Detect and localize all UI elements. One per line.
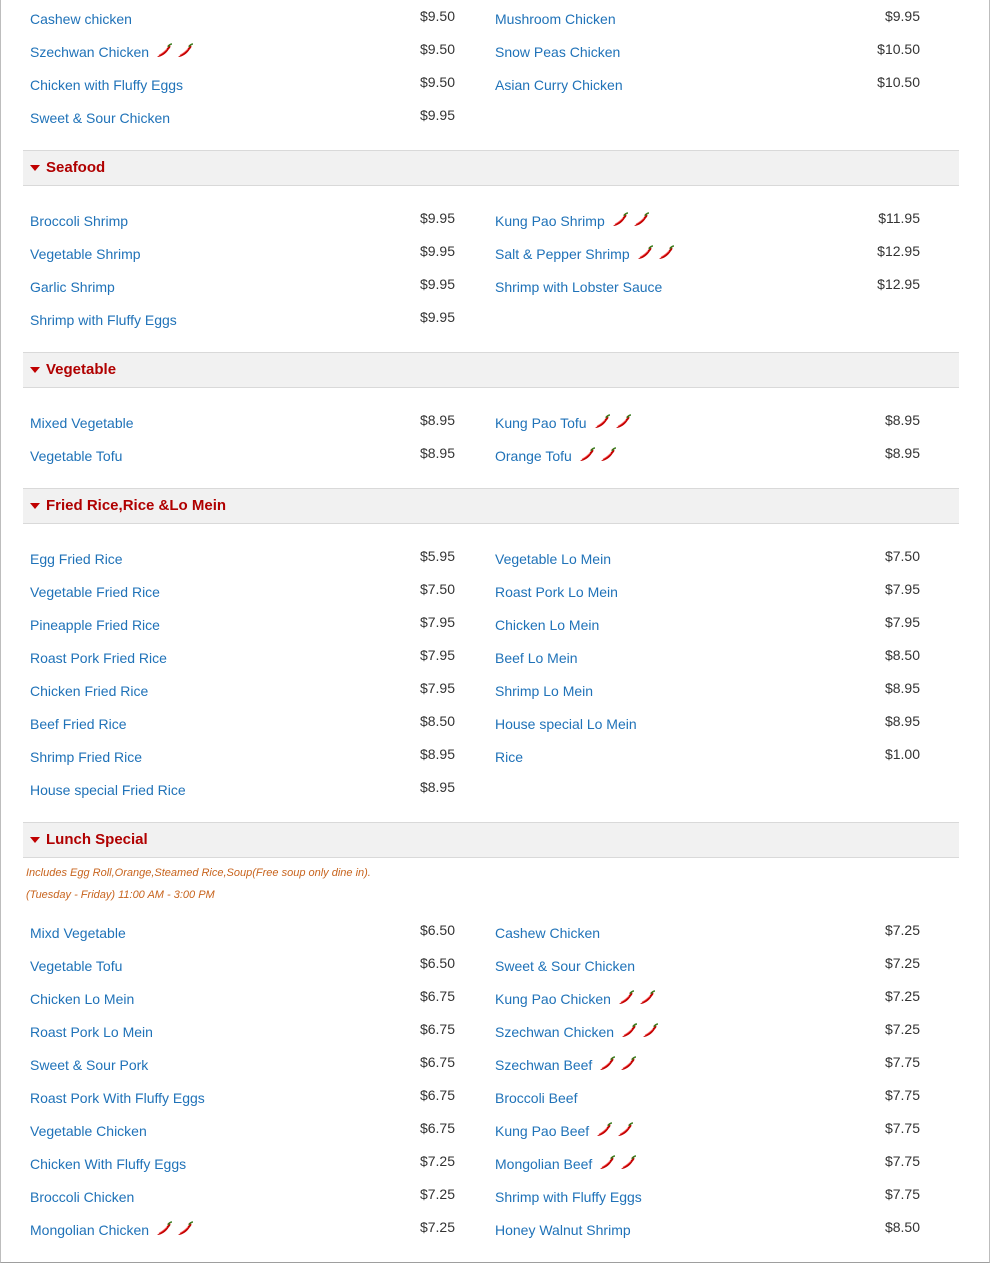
- menu-item[interactable]: [488, 914, 953, 947]
- menu-item-price: $9.95: [419, 243, 455, 259]
- menu-item-link[interactable]: [495, 414, 635, 434]
- menu-item-name[interactable]: Asian Curry Chicken: [495, 77, 623, 93]
- menu-item-link[interactable]: [30, 109, 170, 127]
- chili-pepper-icon: [657, 245, 675, 261]
- menu-item-link[interactable]: [30, 748, 142, 766]
- menu-item-link[interactable]: [30, 245, 141, 263]
- menu-item-price: $6.75: [419, 1087, 455, 1103]
- spicy-indicator: [598, 1056, 640, 1076]
- menu-item[interactable]: [23, 914, 488, 947]
- menu-item-name[interactable]: Broccoli Shrimp: [30, 213, 129, 229]
- menu-item[interactable]: [488, 1211, 953, 1244]
- menu-item-link[interactable]: [30, 1155, 186, 1173]
- menu-item-price: $1.00: [884, 746, 920, 762]
- spicy-indicator: [155, 1221, 197, 1241]
- spicy-indicator: [620, 1023, 662, 1043]
- menu-item-name[interactable]: Sweet & Sour Chicken: [495, 958, 636, 974]
- menu-item-price: $9.95: [884, 8, 920, 24]
- menu-item[interactable]: [23, 672, 488, 705]
- category-title[interactable]: Lunch Special: [46, 831, 148, 848]
- menu-item[interactable]: [488, 738, 953, 771]
- menu-item-link[interactable]: [30, 957, 122, 975]
- menu-item-grid: [23, 906, 959, 1262]
- menu-item-name[interactable]: Mixed Vegetable: [30, 415, 134, 431]
- menu-item-name[interactable]: Kung Pao Beef: [495, 1123, 590, 1139]
- menu-item-name[interactable]: Vegetable Tofu: [30, 958, 123, 974]
- menu-item-price: $8.95: [884, 680, 920, 696]
- menu-item-link[interactable]: [30, 649, 167, 667]
- spicy-indicator: [598, 1155, 640, 1175]
- menu-item-price: $9.95: [419, 309, 455, 325]
- chili-pepper-icon: [595, 1122, 613, 1138]
- menu-item[interactable]: [488, 404, 953, 437]
- menu-item-link[interactable]: [495, 1188, 642, 1206]
- menu-item-name[interactable]: Broccoli Beef: [495, 1090, 578, 1106]
- menu-item-price: $9.95: [419, 210, 455, 226]
- menu-item-link[interactable]: [30, 550, 123, 568]
- menu-item-price: $7.75: [884, 1186, 920, 1202]
- menu-item-name[interactable]: Salt & Pepper Shrimp: [495, 246, 630, 262]
- menu-item-link[interactable]: [495, 447, 620, 467]
- menu-item-price: $6.50: [419, 922, 455, 938]
- category-note: Includes Egg Roll,Orange,Steamed Rice,Soup(Free soup only dine in).: [26, 867, 371, 879]
- chili-pepper-icon: [599, 447, 617, 463]
- menu-item-price: $8.50: [884, 647, 920, 663]
- category-header[interactable]: [23, 150, 959, 186]
- menu-item-name[interactable]: Egg Fried Rice: [30, 551, 123, 567]
- menu-item-link[interactable]: [30, 583, 160, 601]
- menu-item[interactable]: [23, 1145, 488, 1178]
- menu-item-name[interactable]: Beef Fried Rice: [30, 716, 127, 732]
- category-header[interactable]: [23, 822, 959, 858]
- collapse-triangle-icon[interactable]: [30, 165, 40, 171]
- menu-item[interactable]: [23, 705, 488, 738]
- menu-item-link[interactable]: [495, 212, 653, 232]
- menu-item-grid: [23, 524, 959, 822]
- menu-item-price: $8.50: [419, 713, 455, 729]
- menu-item-price: $5.95: [419, 548, 455, 564]
- menu-item-link[interactable]: [495, 1089, 577, 1107]
- menu-item-price: $8.95: [884, 412, 920, 428]
- menu-item[interactable]: [23, 33, 488, 66]
- menu-item-link[interactable]: [30, 1221, 197, 1241]
- menu-item-price: $9.50: [419, 74, 455, 90]
- menu-item[interactable]: [23, 301, 488, 334]
- menu-item-name[interactable]: Shrimp Fried Rice: [30, 749, 143, 765]
- menu-item[interactable]: [23, 738, 488, 771]
- menu-item-link[interactable]: [30, 10, 132, 28]
- menu-item-link[interactable]: [30, 311, 177, 329]
- chili-pepper-icon: [620, 1023, 638, 1039]
- chili-pepper-icon: [578, 447, 596, 463]
- menu-item-name[interactable]: Szechwan Chicken: [30, 44, 150, 60]
- menu-column-right: [488, 202, 953, 334]
- collapse-triangle-icon[interactable]: [30, 503, 40, 509]
- menu-item-name[interactable]: Vegetable Chicken: [30, 1123, 147, 1139]
- menu-content: [23, 0, 959, 1262]
- menu-item-price: $8.95: [419, 412, 455, 428]
- menu-item-price: $8.95: [884, 713, 920, 729]
- menu-item-price: $7.25: [419, 1153, 455, 1169]
- menu-item-link[interactable]: [30, 414, 134, 432]
- menu-item-link[interactable]: [30, 682, 148, 700]
- menu-item-name[interactable]: Mongolian Chicken: [30, 1222, 150, 1238]
- menu-item[interactable]: [488, 672, 953, 705]
- menu-item-price: $7.25: [419, 1186, 455, 1202]
- menu-item-name[interactable]: Kung Pao Tofu: [495, 415, 587, 431]
- menu-item[interactable]: [488, 437, 953, 470]
- menu-item[interactable]: [488, 268, 953, 301]
- menu-item-link[interactable]: [30, 616, 160, 634]
- menu-item[interactable]: [488, 540, 953, 573]
- menu-item-link[interactable]: [30, 781, 186, 799]
- menu-column-left: [23, 540, 488, 804]
- menu-item-name[interactable]: House special Lo Mein: [495, 716, 637, 732]
- menu-column-left: [23, 0, 488, 132]
- menu-item-link[interactable]: [495, 1056, 640, 1076]
- menu-item-name[interactable]: Rice: [495, 749, 524, 765]
- menu-item-link[interactable]: [30, 924, 126, 942]
- menu-item-price: $10.50: [877, 41, 920, 57]
- menu-item-link[interactable]: [495, 1023, 662, 1043]
- menu-item-link[interactable]: [30, 278, 115, 296]
- chili-pepper-icon: [638, 990, 656, 1006]
- chili-pepper-icon: [598, 1155, 616, 1171]
- menu-item[interactable]: [488, 1013, 953, 1046]
- menu-item[interactable]: [488, 980, 953, 1013]
- menu-item-link[interactable]: [495, 957, 635, 975]
- menu-item-grid: [23, 186, 959, 352]
- chili-pepper-icon: [614, 414, 632, 430]
- menu-item-name[interactable]: Roast Pork With Fluffy Eggs: [30, 1090, 205, 1106]
- menu-item[interactable]: [488, 66, 953, 99]
- menu-item-link[interactable]: [495, 1122, 637, 1142]
- menu-item-name[interactable]: Kung Pao Shrimp: [495, 213, 605, 229]
- menu-column-right: [488, 540, 953, 804]
- menu-item-price: $6.50: [419, 955, 455, 971]
- menu-item-name[interactable]: Sweet & Sour Chicken: [30, 110, 171, 126]
- menu-item-link[interactable]: [30, 990, 134, 1008]
- menu-item-link[interactable]: [30, 1056, 148, 1074]
- menu-item-price: $7.25: [884, 922, 920, 938]
- category-header[interactable]: [23, 488, 959, 524]
- menu-item-price: $7.25: [884, 955, 920, 971]
- menu-item[interactable]: [23, 1079, 488, 1112]
- menu-item-name[interactable]: Shrimp with Fluffy Eggs: [495, 1189, 642, 1205]
- menu-item-link[interactable]: [30, 1122, 147, 1140]
- chili-pepper-icon: [636, 245, 654, 261]
- chili-pepper-icon: [632, 212, 650, 228]
- menu-item-price: $9.50: [419, 41, 455, 57]
- menu-item[interactable]: [23, 980, 488, 1013]
- menu-item[interactable]: [23, 1046, 488, 1079]
- menu-item[interactable]: [488, 606, 953, 639]
- menu-item-price: $8.95: [419, 779, 455, 795]
- menu-item-link[interactable]: [495, 748, 523, 766]
- menu-item-price: $7.95: [419, 680, 455, 696]
- menu-item[interactable]: [488, 705, 953, 738]
- menu-item-link[interactable]: [30, 447, 122, 465]
- menu-item-price: $7.95: [419, 614, 455, 630]
- chili-pepper-icon: [617, 990, 635, 1006]
- menu-item[interactable]: [488, 0, 953, 33]
- menu-item-price: $7.75: [884, 1054, 920, 1070]
- menu-item-link[interactable]: [30, 43, 197, 63]
- menu-item-name[interactable]: Vegetable Tofu: [30, 448, 123, 464]
- collapse-triangle-icon[interactable]: [30, 837, 40, 843]
- collapse-triangle-icon[interactable]: [30, 367, 40, 373]
- menu-item[interactable]: [23, 202, 488, 235]
- menu-item-name[interactable]: Mongolian Beef: [495, 1156, 593, 1172]
- menu-item-link[interactable]: [30, 1188, 134, 1206]
- spicy-indicator: [155, 43, 197, 63]
- menu-item-name[interactable]: Roast Pork Lo Mein: [495, 584, 618, 600]
- menu-item[interactable]: [488, 202, 953, 235]
- menu-item-name[interactable]: Shrimp Lo Mein: [495, 683, 594, 699]
- menu-item[interactable]: [488, 1079, 953, 1112]
- menu-column-left: [23, 202, 488, 334]
- category-title[interactable]: Vegetable: [46, 361, 117, 378]
- menu-item-price: $7.95: [419, 647, 455, 663]
- chili-pepper-icon: [619, 1056, 637, 1072]
- menu-item-name[interactable]: Cashew chicken: [30, 11, 132, 27]
- menu-item-name[interactable]: Chicken with Fluffy Eggs: [30, 77, 184, 93]
- menu-column-right: [488, 0, 953, 132]
- menu-item-name[interactable]: Chicken Fried Rice: [30, 683, 149, 699]
- menu-item-name[interactable]: Shrimp with Fluffy Eggs: [30, 312, 177, 328]
- menu-item[interactable]: [23, 606, 488, 639]
- menu-item[interactable]: [23, 66, 488, 99]
- menu-item-link[interactable]: [495, 1155, 640, 1175]
- menu-item-link[interactable]: [495, 76, 623, 94]
- menu-item-name[interactable]: Mushroom Chicken: [495, 11, 616, 27]
- menu-item-link[interactable]: [495, 616, 599, 634]
- menu-item-price: $12.95: [877, 243, 920, 259]
- category-header[interactable]: [23, 352, 959, 388]
- menu-item-link[interactable]: [30, 1023, 153, 1041]
- menu-item-price: $9.50: [419, 8, 455, 24]
- category-note: (Tuesday - Friday) 11:00 AM - 3:00 PM: [26, 889, 215, 901]
- menu-item-name[interactable]: Mixd Vegetable: [30, 925, 126, 941]
- menu-item-price: $7.25: [884, 1021, 920, 1037]
- menu-item[interactable]: [488, 573, 953, 606]
- menu-item[interactable]: [488, 639, 953, 672]
- spicy-indicator: [617, 990, 659, 1010]
- menu-item-name[interactable]: Chicken With Fluffy Eggs: [30, 1156, 187, 1172]
- menu-item-name[interactable]: Kung Pao Chicken: [495, 991, 611, 1007]
- menu-item-link[interactable]: [495, 1221, 631, 1239]
- menu-item[interactable]: [23, 404, 488, 437]
- menu-item-name[interactable]: Pineapple Fried Rice: [30, 617, 160, 633]
- menu-item[interactable]: [23, 235, 488, 268]
- menu-item-price: $8.95: [419, 445, 455, 461]
- menu-item-name[interactable]: Broccoli Chicken: [30, 1189, 135, 1205]
- menu-item[interactable]: [488, 235, 953, 268]
- menu-item-name[interactable]: Vegetable Shrimp: [30, 246, 141, 262]
- menu-item-link[interactable]: [495, 278, 662, 296]
- menu-item-name[interactable]: Roast Pork Fried Rice: [30, 650, 167, 666]
- menu-item-name[interactable]: Beef Lo Mein: [495, 650, 578, 666]
- menu-item-link[interactable]: [30, 76, 183, 94]
- chili-pepper-icon: [155, 1221, 173, 1237]
- chili-pepper-icon: [593, 414, 611, 430]
- menu-item-price: $6.75: [419, 1021, 455, 1037]
- menu-column-right: [488, 914, 953, 1244]
- menu-item-grid: [23, 0, 959, 150]
- category-title[interactable]: Seafood: [46, 159, 106, 176]
- menu-item-link[interactable]: [495, 43, 620, 61]
- menu-item-name[interactable]: Sweet & Sour Pork: [30, 1057, 149, 1073]
- menu-item[interactable]: [23, 1211, 488, 1244]
- menu-column-left: [23, 914, 488, 1244]
- menu-item-name[interactable]: House special Fried Rice: [30, 782, 186, 798]
- menu-item[interactable]: [23, 268, 488, 301]
- menu-item-name[interactable]: Chicken Lo Mein: [30, 991, 135, 1007]
- menu-column-right: [488, 404, 953, 470]
- menu-item-price: $9.95: [419, 107, 455, 123]
- menu-item[interactable]: [488, 1178, 953, 1211]
- menu-item-name[interactable]: Cashew Chicken: [495, 925, 601, 941]
- menu-item[interactable]: [488, 1145, 953, 1178]
- menu-item-link[interactable]: [495, 583, 618, 601]
- menu-item[interactable]: [23, 540, 488, 573]
- menu-item-price: $7.50: [419, 581, 455, 597]
- menu-item-grid: [23, 388, 959, 488]
- menu-item-price: $6.75: [419, 1054, 455, 1070]
- chili-pepper-icon: [611, 212, 629, 228]
- menu-item[interactable]: [23, 573, 488, 606]
- menu-item-price: $8.95: [419, 746, 455, 762]
- menu-item-price: $9.95: [419, 276, 455, 292]
- menu-column-left: [23, 404, 488, 470]
- menu-item[interactable]: [23, 437, 488, 470]
- chili-pepper-icon: [176, 43, 194, 59]
- menu-item-name[interactable]: Szechwan Beef: [495, 1057, 593, 1073]
- menu-item-link[interactable]: [30, 1089, 205, 1107]
- menu-item-name[interactable]: Shrimp with Lobster Sauce: [495, 279, 663, 295]
- menu-item-link[interactable]: [495, 682, 593, 700]
- menu-item-link[interactable]: [30, 715, 126, 733]
- menu-item-price: $8.95: [884, 445, 920, 461]
- spicy-indicator: [611, 212, 653, 232]
- category-title[interactable]: Fried Rice,Rice &Lo Mein: [46, 497, 227, 514]
- spicy-indicator: [578, 447, 620, 467]
- menu-item-price: $7.95: [884, 614, 920, 630]
- menu-item[interactable]: [23, 1013, 488, 1046]
- menu-item[interactable]: [488, 33, 953, 66]
- chili-pepper-icon: [619, 1155, 637, 1171]
- menu-item-name[interactable]: Szechwan Chicken: [495, 1024, 615, 1040]
- menu-item-name[interactable]: Chicken Lo Mein: [495, 617, 600, 633]
- menu-item-link[interactable]: [495, 245, 678, 265]
- chili-pepper-icon: [641, 1023, 659, 1039]
- spicy-indicator: [636, 245, 678, 265]
- menu-item-name[interactable]: Vegetable Fried Rice: [30, 584, 160, 600]
- menu-item[interactable]: [23, 947, 488, 980]
- menu-item-name[interactable]: Honey Walnut Shrimp: [495, 1222, 631, 1238]
- menu-item-price: $12.95: [877, 276, 920, 292]
- menu-item[interactable]: [488, 947, 953, 980]
- menu-item-link[interactable]: [495, 10, 616, 28]
- menu-item-link[interactable]: [495, 990, 659, 1010]
- menu-item[interactable]: [23, 639, 488, 672]
- menu-item-price: $11.95: [878, 210, 920, 226]
- menu-item[interactable]: [23, 0, 488, 33]
- category-notes: [23, 858, 959, 906]
- menu-item-name[interactable]: Orange Tofu: [495, 448, 572, 464]
- chili-pepper-icon: [598, 1056, 616, 1072]
- menu-item[interactable]: [23, 1178, 488, 1211]
- menu-item-price: $7.25: [419, 1219, 455, 1235]
- menu-item[interactable]: [488, 1112, 953, 1145]
- chili-pepper-icon: [616, 1122, 634, 1138]
- menu-item-name[interactable]: Snow Peas Chicken: [495, 44, 621, 60]
- menu-item-name[interactable]: Roast Pork Lo Mein: [30, 1024, 153, 1040]
- menu-item-price: $7.95: [884, 581, 920, 597]
- menu-item-name[interactable]: Vegetable Lo Mein: [495, 551, 611, 567]
- chili-pepper-icon: [155, 43, 173, 59]
- menu-item[interactable]: [23, 99, 488, 132]
- menu-item-link[interactable]: [495, 550, 611, 568]
- menu-item-price: $7.75: [884, 1153, 920, 1169]
- spicy-indicator: [593, 414, 635, 434]
- menu-item-price: $7.75: [884, 1087, 920, 1103]
- menu-item-price: $10.50: [877, 74, 920, 90]
- menu-item-price: $6.75: [419, 1120, 455, 1136]
- menu-item-price: $7.25: [884, 988, 920, 1004]
- menu-item[interactable]: [23, 1112, 488, 1145]
- menu-item[interactable]: [23, 771, 488, 804]
- menu-item-link[interactable]: [30, 212, 128, 230]
- chili-pepper-icon: [176, 1221, 194, 1237]
- menu-item-link[interactable]: [495, 924, 600, 942]
- menu-item-price: $8.50: [884, 1219, 920, 1235]
- menu-item[interactable]: [488, 1046, 953, 1079]
- menu-item-price: $7.50: [884, 548, 920, 564]
- spicy-indicator: [595, 1122, 637, 1142]
- menu-item-name[interactable]: Garlic Shrimp: [30, 279, 115, 295]
- menu-item-price: $7.75: [884, 1120, 920, 1136]
- menu-item-link[interactable]: [495, 649, 578, 667]
- menu-item-price: $6.75: [419, 988, 455, 1004]
- menu-item-link[interactable]: [495, 715, 637, 733]
